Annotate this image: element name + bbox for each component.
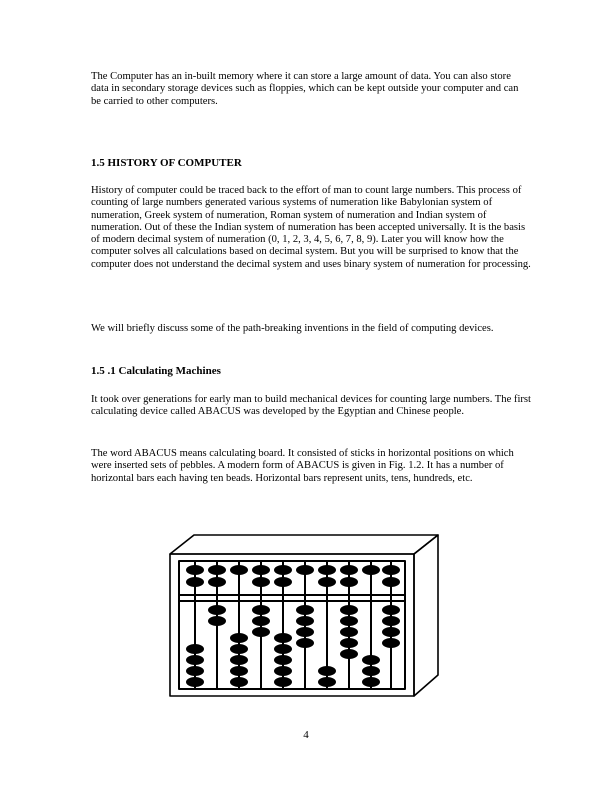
abacus-bead	[340, 638, 358, 648]
abacus-bead	[208, 616, 226, 626]
abacus-bead	[274, 677, 292, 687]
abacus-bead	[252, 577, 270, 587]
abacus-bead	[382, 616, 400, 626]
page-number: 4	[303, 729, 309, 741]
abacus-bead	[382, 565, 400, 575]
paragraph-abacus: The word ABACUS means calculating board. It consisted of sticks in horizontal positions on which were inserted sets of pebbles. A modern form of ABACUS is given in Fig. 1.2. It has a number of horizontal bars each having ten beads. Horizontal bars represent units, tens, hundreds, etc.	[91, 448, 514, 484]
abacus-bead	[340, 565, 358, 575]
abacus-bead	[186, 565, 204, 575]
abacus-bead	[318, 677, 336, 687]
abacus-bead	[186, 666, 204, 676]
abacus-bead	[362, 666, 380, 676]
abacus-bead	[274, 666, 292, 676]
abacus-bead	[340, 649, 358, 659]
abacus-bead	[274, 565, 292, 575]
abacus-illustration-icon	[166, 530, 444, 700]
abacus-bead	[252, 605, 270, 615]
abacus-bead	[362, 677, 380, 687]
abacus-bead	[186, 655, 204, 665]
abacus-bead	[274, 644, 292, 654]
abacus-bead	[230, 666, 248, 676]
abacus-bead	[362, 655, 380, 665]
abacus-bead	[382, 577, 400, 587]
abacus-bead	[208, 565, 226, 575]
abacus-bead	[296, 616, 314, 626]
abacus-bead	[230, 633, 248, 643]
abacus-bead	[208, 605, 226, 615]
abacus-bead	[186, 677, 204, 687]
abacus-bead	[382, 627, 400, 637]
abacus-bead	[340, 605, 358, 615]
abacus-bead	[230, 644, 248, 654]
paragraph-history: History of computer could be traced back to the effort of man to count large numbers. This process of counting of large numbers generated various systems of numeration like Babylonian system of numeration, Greek system of numeration, Roman system of numeration and Indian system of numeration. Out of these the Indian system of numeration has been accepted universally. It is the basis of modern decimal system of numeration (0, 1, 2, 3, 4, 5, 6, 7, 8, 9). Later you will know how the computer solves all calculations based on decimal system. But you will be surprised to know that the computer does not understand the decimal system and uses binary system of numeration for processing.	[91, 185, 531, 270]
abacus-bead	[318, 666, 336, 676]
abacus-bead	[230, 677, 248, 687]
abacus-bead	[252, 565, 270, 575]
abacus-bead	[296, 605, 314, 615]
abacus-bead	[252, 627, 270, 637]
paragraph-memory: The Computer has an in-built memory where it can store a large amount of data. You can also store data in secondary storage devices such as floppies, which can be kept outside your computer and can be carried to other computers.	[91, 71, 519, 107]
abacus-bead	[274, 577, 292, 587]
abacus-bead	[252, 616, 270, 626]
abacus-bead	[382, 638, 400, 648]
abacus-bead	[296, 565, 314, 575]
paragraph-calculating: It took over generations for early man to build mechanical devices for counting large numbers. The first calculating device called ABACUS was developed by the Egyptian and Chinese people.	[91, 394, 531, 418]
abacus-bead	[340, 577, 358, 587]
abacus-bead	[274, 655, 292, 665]
abacus-bead	[274, 633, 292, 643]
abacus-bead	[186, 577, 204, 587]
abacus-bead	[230, 565, 248, 575]
abacus-bead	[208, 577, 226, 587]
abacus-bead	[230, 655, 248, 665]
abacus-bead	[340, 627, 358, 637]
abacus-bead	[382, 605, 400, 615]
abacus-bead	[186, 644, 204, 654]
abacus-bead	[296, 627, 314, 637]
abacus-bead	[318, 565, 336, 575]
subsection-heading-calculating-machines: 1.5 .1 Calculating Machines	[91, 365, 221, 377]
abacus-bead	[340, 616, 358, 626]
section-heading-history: 1.5 HISTORY OF COMPUTER	[91, 157, 242, 169]
abacus-bead	[296, 638, 314, 648]
abacus-beads	[186, 565, 400, 687]
abacus-bead	[318, 577, 336, 587]
paragraph-inventions: We will briefly discuss some of the path-breaking inventions in the field of computing devices.	[91, 323, 494, 334]
abacus-bead	[362, 565, 380, 575]
